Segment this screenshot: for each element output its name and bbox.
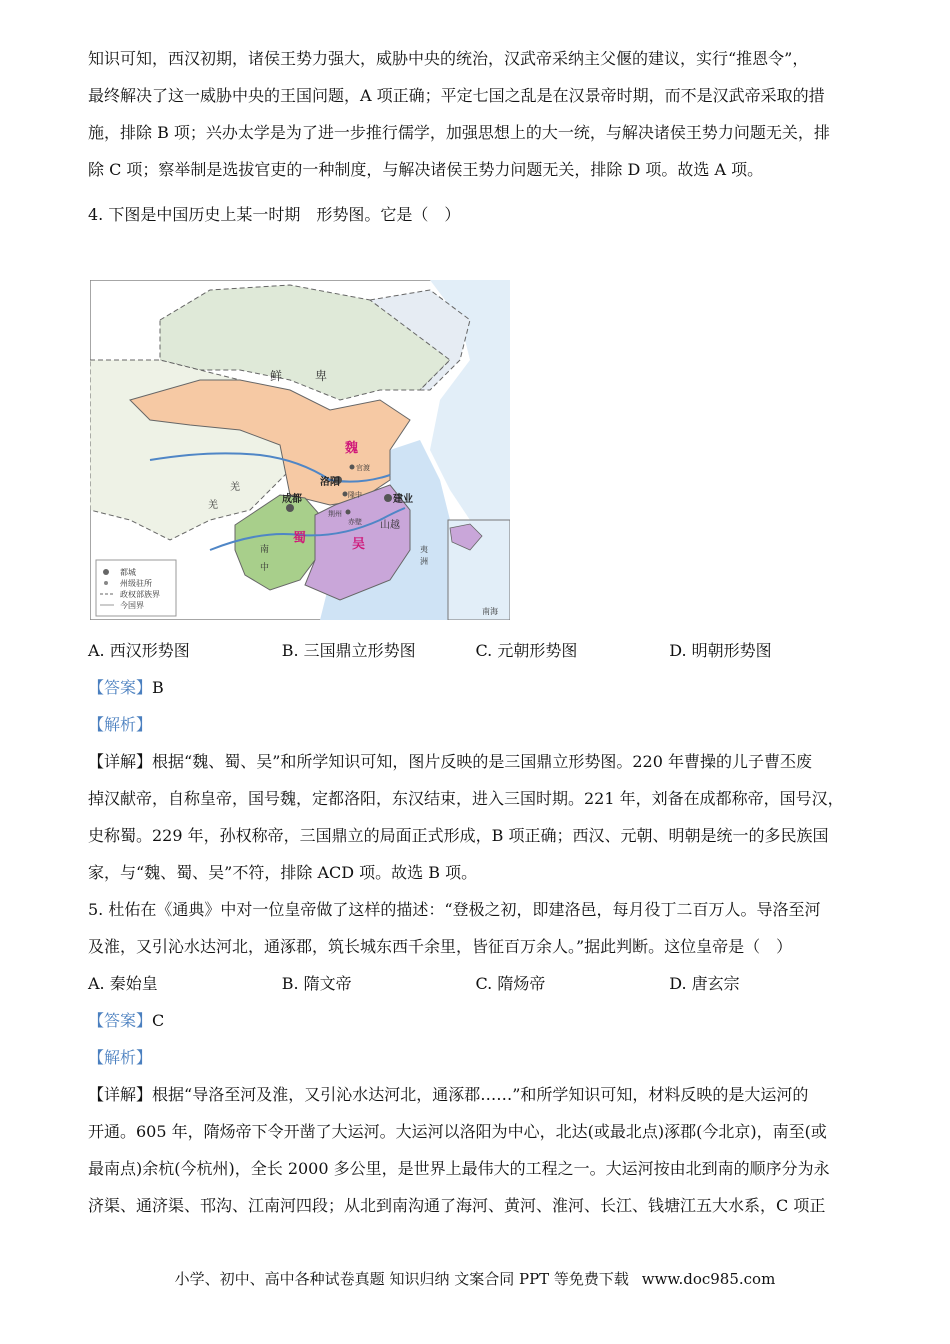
label-yizhou-2: 洲 [420, 557, 428, 566]
label-qiang-1: 羌 [208, 500, 218, 511]
option-b[interactable]: B. 隋文帝 [281, 974, 352, 993]
detail-line: 开通。605 年，隋炀帝下令开凿了大运河。大运河以洛阳为中心，北达(或最北点)涿郡(今北京)，南至(或 [88, 1122, 827, 1141]
detail-line: 济渠、通济渠、邗沟、江南河四段；从北到南沟通了海河、黄河、淮河、长江、钱塘江五大水系，C 项正 [88, 1196, 826, 1215]
document-body [88, 40, 863, 233]
option-a[interactable]: A. 秦始皇 [88, 974, 158, 993]
detail-tag: 【详解】 [88, 1085, 153, 1104]
question-5-stem-line: 及淮，又引沁水达河北，通涿郡，筑长城东西千余里，皆征百万余人。”据此判断。这位皇帝是（ ） [88, 937, 793, 956]
detail-line: 掉汉献帝，自称皇帝，国号魏，定都洛阳，东汉结束，进入三国时期。221 年，刘备在成都称帝，国号汉， [88, 789, 844, 808]
text-line: 最终解决了这一威胁中央的王国问题，A 项正确；平定七国之乱是在汉景帝时期，而不是汉武帝采取的措 [88, 86, 825, 105]
label-jianye: 建业 [393, 494, 413, 505]
detail-line [88, 1076, 863, 1113]
footer-link[interactable]: www.doc985.com [641, 1270, 776, 1288]
label-wu: 吴 [352, 537, 366, 552]
detail-line: 家，与“魏、蜀、吴”不符，排除 ACD 项。故选 B 项。 [88, 863, 478, 882]
label-longzhong: 隆中 [348, 491, 362, 499]
label-xianbei-1: 鲜 [270, 369, 283, 383]
question-4-rest [88, 632, 863, 1224]
label-jingzhou: 荆州 [328, 510, 342, 518]
answer-line [88, 669, 863, 706]
analysis-tag: 【解析】 [88, 1048, 153, 1067]
detail-text: 根据“导洛至河及淮，又引沁水达河北，通涿郡……”和所学知识可知，材料反映的是大运河的 [152, 1085, 809, 1104]
legend-seat: 州级驻所 [120, 579, 152, 588]
label-chibi: 赤壁 [348, 518, 362, 526]
legend-border: 政权部族界 [120, 590, 160, 599]
answer-tag: 【答案】 [88, 678, 153, 697]
label-chengdu: 成都 [282, 494, 302, 505]
label-qiang-2: 羌 [230, 482, 240, 493]
label-xianbei-2: 卑 [315, 369, 328, 383]
question-4-stem: 4. 下图是中国历史上某一时期 形势图。它是（ ） [88, 205, 461, 224]
label-shanyue: 山越 [380, 520, 400, 531]
map-figure [90, 280, 510, 620]
answer-value: C [152, 1011, 165, 1030]
footer-text: 小学、初中、高中各种试卷真题 知识归纳 文案合同 PPT 等免费下载 [174, 1270, 629, 1288]
label-yizhou-1: 夷 [420, 545, 428, 554]
option-d[interactable]: D. 明朝形势图 [669, 641, 772, 660]
page-footer [0, 1268, 950, 1289]
answer-line [88, 1002, 863, 1039]
label-wei: 魏 [345, 441, 359, 456]
option-c[interactable]: C. 隋炀帝 [475, 974, 546, 993]
text-line: 施，排除 B 项；兴办太学是为了进一步推行儒学，加强思想上的大一统，与解决诸侯王势力问题无关，排 [88, 123, 830, 142]
analysis-tag: 【解析】 [88, 715, 153, 734]
option-a[interactable]: A. 西汉形势图 [88, 641, 190, 660]
question-4-options [88, 632, 863, 669]
detail-line [88, 743, 863, 780]
label-nanhai: 南海 [482, 607, 498, 616]
label-nanzhong-2: 中 [260, 563, 270, 573]
q3-analysis-tail [88, 40, 863, 188]
label-nanzhong-1: 南 [260, 545, 270, 555]
answer-value: B [152, 678, 164, 697]
text-line: 除 C 项；察举制是选拔官吏的一种制度，与解决诸侯王势力问题无关，排除 D 项。故选 A 项。 [88, 160, 764, 179]
option-b[interactable]: B. 三国鼎立形势图 [281, 641, 416, 660]
detail-text: 根据“魏、蜀、吴”和所学知识可知，图片反映的是三国鼎立形势图。220 年曹操的儿子曹丕废 [152, 752, 813, 771]
legend-modern: 今国界 [120, 601, 144, 610]
text-line: 知识可知，西汉初期，诸侯王势力强大，威胁中央的统治，汉武帝采纳主父偃的建议，实行“推恩令”， [88, 49, 809, 68]
answer-tag: 【答案】 [88, 1011, 153, 1030]
option-c[interactable]: C. 元朝形势图 [475, 641, 578, 660]
detail-line: 最南点)余杭(今杭州)，全长 2000 多公里，是世界上最伟大的工程之一。大运河按由北到南的顺序分为永 [88, 1159, 830, 1178]
detail-line: 史称蜀。229 年，孙权称帝，三国鼎立的局面正式形成，B 项正确；西汉、元朝、明朝是统一的多民族国 [88, 826, 829, 845]
three-kingdoms-map [90, 280, 510, 620]
question-5-stem-line: 5. 杜佑在《通典》中对一位皇帝做了这样的描述：“登极之初，即建洛邑，每月役丁二百万人。导洛至河 [88, 900, 821, 919]
legend-capital: 都城 [120, 568, 136, 577]
label-luoyang: 洛阳 [320, 477, 340, 488]
option-d[interactable]: D. 唐玄宗 [669, 974, 740, 993]
question-5-options [88, 965, 863, 1002]
label-guandu: 官渡 [356, 464, 370, 472]
detail-tag: 【详解】 [88, 752, 153, 771]
label-shu: 蜀 [293, 531, 307, 546]
